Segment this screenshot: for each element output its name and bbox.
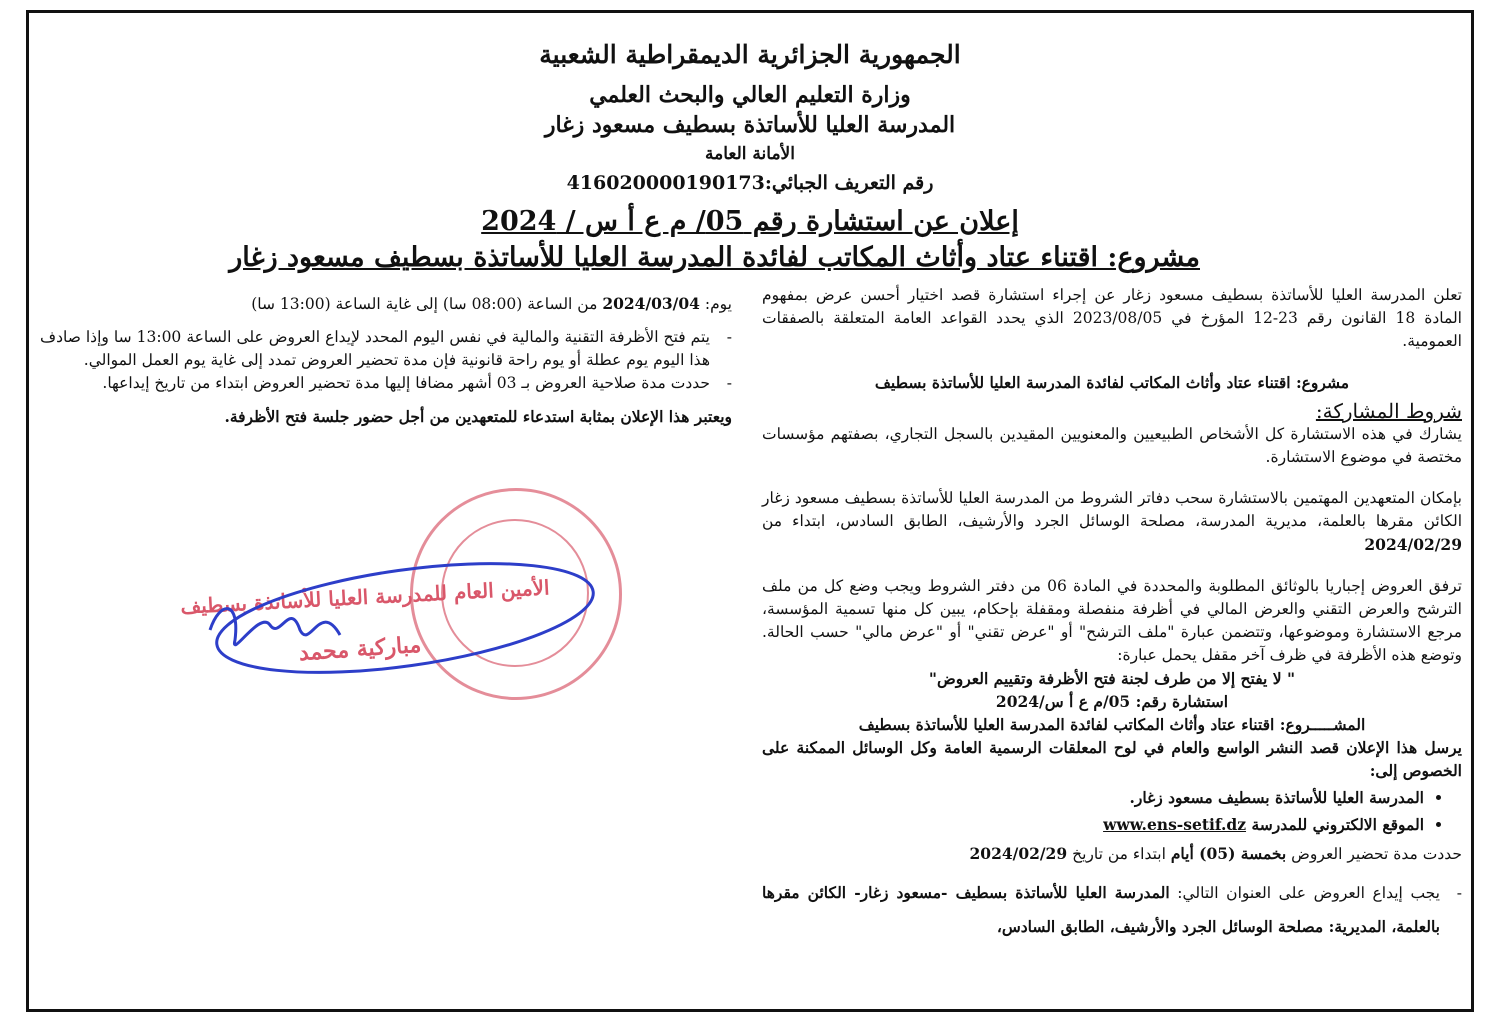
list-item-text: المدرسة العليا للأساتذة بسطيف مسعود زغار. xyxy=(1129,788,1424,807)
project-line: مشروع: اقتناء عتاد وأثاث المكاتب لفائدة المدرسة العليا للأساتذة بسطيف xyxy=(874,373,1350,392)
header-tax-id: رقم التعريف الجبائي:416020000190173 xyxy=(566,172,934,194)
prep-duration: بخمسة (05) أيام xyxy=(1170,844,1287,863)
day-prefix: يوم: xyxy=(704,295,732,313)
project-repeat: المشـــــروع: اقتناء عتاد وأثاث المكاتب لفائدة المدرسة العليا للأساتذة بسطيف xyxy=(858,715,1366,734)
prep-paragraph xyxy=(762,842,1462,866)
deposit-prefix: يجب إيداع العروض على العنوان التالي: xyxy=(1177,884,1440,902)
header-general-secretariat: الأمانة العامة xyxy=(705,144,795,164)
website-link[interactable]: www.ens-setif.dz xyxy=(1103,815,1247,834)
prep-date: 2024/02/29 xyxy=(969,844,1068,863)
invitation-line: ويعتبر هذا الإعلان بمثابة استدعاء للمتعهدين من أجل حضور جلسة فتح الأظرفة. xyxy=(224,407,732,426)
publish-list xyxy=(762,786,1462,836)
withdraw-date: 2024/02/29 xyxy=(1364,535,1462,554)
list-item xyxy=(762,786,1424,809)
deposit-paragraph xyxy=(762,876,1462,944)
announcement-title: إعلان عن استشارة رقم 05/ م ع أ س / 2024 xyxy=(481,206,1019,237)
project-title: مشروع: اقتناء عتاد وأثاث المكاتب لفائدة المدرسة العليا للأساتذة بسطيف مسعود زغار xyxy=(229,242,1200,273)
left-column xyxy=(40,292,732,428)
intro-paragraph: تعلن المدرسة العليا للأساتذة بسطيف مسعود زغار عن إجراء استشارة قصد اختيار أحسن عرض بمفهوم المادة 18 القانون رقم 23-12 المؤرخ في 2023/08/05 الذي يحدد القواعد العامة المتعلقة بالصفقات العمومية. xyxy=(762,286,1462,350)
consultation-number: استشارة رقم: 05/م ع أ س/2024 xyxy=(995,692,1229,711)
header-republic: الجمهورية الجزائرية الديمقراطية الشعبية xyxy=(539,40,961,69)
conditions-paragraph: يشارك في هذه الاستشارة كل الأشخاص الطبيعيين والمعنويين المقيدين بالسجل التجاري، بصفتهم مؤسسات مختصة في موضوع الاستشارة. xyxy=(762,425,1462,466)
prep-suffix: ابتداء من تاريخ xyxy=(1072,845,1166,863)
list-item xyxy=(762,813,1424,836)
header-ministry: وزارة التعليم العالي والبحث العلمي xyxy=(589,82,911,108)
day-text: من الساعة (08:00 سا) إلى غاية الساعة (13:00 سا) xyxy=(251,295,598,313)
signature xyxy=(150,540,610,700)
header-school: المدرسة العليا للأساتذة بسطيف مسعود زغار xyxy=(544,112,956,138)
signatory-name: مباركية محمد xyxy=(297,631,423,667)
opening-paragraph: - يتم فتح الأظرفة التقنية والمالية في نفس اليوم المحدد لإيداع العروض على الساعة 13:00 سا وإذا صادف هذا اليوم يوم عطلة أو يوم راحة قانونية فإن مدة تحضير العروض تمدد إلى غاية يوم العمل الموالي. xyxy=(40,326,732,372)
publish-paragraph: يرسل هذا الإعلان قصد النشر الواسع والعام في لوح المعلقات الرسمية العامة وكل الوسائل الممكنة على الخصوص إلى: xyxy=(762,738,1462,780)
list-item-text: الموقع الالكتروني للمدرسة xyxy=(1251,815,1424,834)
day-date: 2024/03/04 xyxy=(602,294,700,313)
right-column xyxy=(762,284,1462,944)
envelope-phrase: " لا يفتح إلا من طرف لجنة فتح الأظرفة وتقييم العروض" xyxy=(928,669,1296,688)
prep-prefix: حددت مدة تحضير العروض xyxy=(1291,845,1462,863)
withdraw-paragraph xyxy=(762,487,1462,557)
validity-paragraph: - حددت مدة صلاحية العروض بـ 03 أشهر مضافا إليها مدة تحضير العروض ابتداء من تاريخ إيداعها. xyxy=(40,372,732,395)
deposit-address: المدرسة العليا للأساتذة بسطيف -مسعود زغار- الكائن مقرها بالعلمة، المديرية: مصلحة الوسائل الجرد والأرشيف، الطابق السادس، xyxy=(762,883,1440,936)
deposit-day-line xyxy=(40,292,732,316)
conditions-title: شروط المشاركة: xyxy=(1315,399,1462,423)
offers-paragraph: ترفق العروض إجباريا بالوثائق المطلوبة والمحددة في المادة 06 من دفتر الشروط ويجب وضع كل من ملف الترشح والعرض التقني والعرض المالي في أظرفة منفصلة ومقفلة بإحكام، يبين كل منها تسمية المؤسسة، مرجع الاستشارة وموضوعها، وتتضمن عبارة "ملف الترشح" أو "عرض تقني" أو "عرض مالي" حسب الحالة. وتوضع هذه الأظرفة في ظرف آخر مقفل يحمل عبارة: xyxy=(762,577,1462,664)
stamp-title: الأمين العام للمدرسة العليا للأساتذة بسطيف xyxy=(179,575,551,619)
withdraw-text: بإمكان المتعهدين المهتمين بالاستشارة سحب دفاتر الشروط من المدرسة العليا للأساتذة بسطيف مسعود زغار الكائن مقرها بالعلمة، مديرية المدرسة، مصلحة الوسائل الجرد والأرشيف، الطابق السادس، ابتداء من xyxy=(762,489,1462,530)
